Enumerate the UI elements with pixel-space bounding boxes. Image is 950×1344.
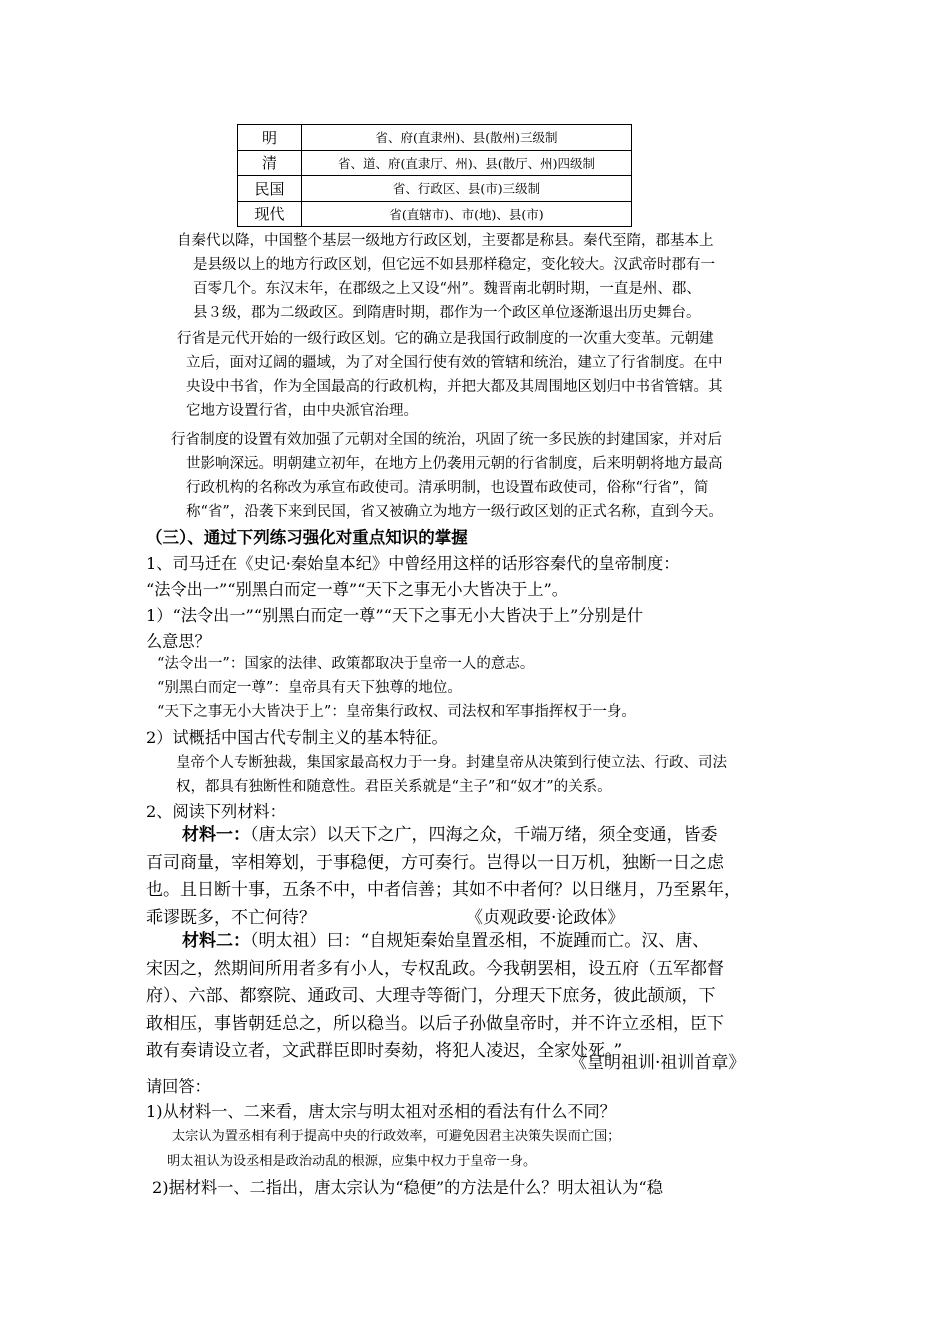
system-cell: 省(直辖市)、市(地)、县(市)	[302, 201, 632, 227]
table-row	[238, 201, 632, 227]
paragraph-county	[177, 229, 715, 325]
text-line: 太宗认为置丞相有利于提高中央的行政效率，可避免因君主决策失误而亡国；	[172, 1129, 621, 1144]
material-one-label: 材料一：	[182, 825, 250, 845]
text-line: 明太祖认为设丞相是政治动乱的根源，应集中权力于皇帝一身。	[167, 1154, 537, 1169]
question-1-answer-2	[176, 751, 727, 799]
question-2-sub-2: 2)据材料一、二指出，唐太宗认为“稳便”的方法是什么？明太祖认为“稳	[152, 1178, 663, 1197]
era-cell: 明	[238, 125, 302, 151]
material-two-source: 《皇明祖训·祖训首章》	[570, 1053, 746, 1073]
question-1-sub-1	[146, 603, 643, 655]
text-line: “法令出一”：国家的法律、政策都取决于皇帝一人的意志。	[157, 656, 535, 672]
text-line: 乖谬既多，不亡何待？	[146, 907, 316, 928]
era-cell: 民国	[238, 176, 302, 202]
text-line: 敢有奏请设立者，文武群臣即时奏劾，将犯人凌迟，全家处死。”	[146, 1041, 623, 1061]
admin-levels-table	[237, 124, 632, 227]
text-line: 立后，面对辽阔的疆域，为了对全国行使有效的管辖和统治，建立了行省制度。在中	[186, 355, 723, 371]
section-heading: （三）、通过下列练习强化对重点知识的掌握	[146, 528, 468, 547]
text-line: 么意思？	[146, 632, 211, 651]
era-cell: 清	[238, 150, 302, 176]
paragraph-influence	[171, 428, 723, 524]
paragraph-province	[177, 327, 723, 423]
text-line: 百司商量，宰相筹划，于事稳便，方可奏行。岂得以一日万机，独断一日之虑	[146, 852, 724, 873]
text-line: 世影响深远。明朝建立初年，在地方上仍袭用元朝的行省制度，后来明朝将地方最高	[186, 456, 723, 472]
question-1-sub-2: 2）试概括中国古代专制主义的基本特征。	[146, 728, 448, 747]
text-line: 1）“法令出一”“别黑白而定一尊”“天下之事无小大皆决于上”分别是什	[146, 606, 644, 625]
text-line: 行政机构的名称改为承宣布政使司。清承明制，也设置布政使司，俗称“行省”，简	[186, 480, 709, 496]
era-cell: 现代	[238, 201, 302, 227]
text-line: 是县级以上的地方行政区划，但它远不如县那样稳定，变化较大。汉武帝时郡有一	[193, 257, 715, 273]
text-line: 也。且日断十事，五条不中，中者信善；其如不中者何？以日继月，乃至累年，	[146, 880, 741, 900]
text-line: “别黑白而定一尊”：皇帝具有天下独尊的地位。	[157, 680, 462, 696]
text-line: 权，都具有独断性和随意性。君臣关系就是“主子”和“奴才”的关系。	[176, 779, 612, 795]
text-line: 皇帝个人专断独裁，集国家最高权力于一身。封建皇帝从决策到行使立法、行政、司法	[176, 755, 727, 771]
question-1-answer-1	[157, 652, 636, 724]
text-line: （唐太宗）以天下之广，四海之众，千端万绪，须全变通，皆委	[250, 825, 718, 845]
text-line: 敢相压，事皆朝廷总之，所以稳当。以后子孙做皇帝时，并不许立丞相，臣下	[146, 1013, 724, 1034]
text-line: 自秦代以降，中国整个基层一级地方行政区划，主要都是称县。秦代至隋，郡基本上	[177, 233, 714, 249]
text-line: 行省制度的设置有效加强了元朝对全国的统治，巩固了统一多民族的封建国家，并对后	[171, 432, 722, 448]
material-one	[146, 822, 741, 932]
material-two	[146, 928, 724, 1066]
question-2-sub-1: 1)从材料一、二来看，唐太宗与明太祖对丞相的看法有什么不同？	[146, 1102, 616, 1121]
system-cell: 省、府(直隶州)、县(散州)三级制	[302, 125, 632, 151]
material-one-source: 《贞观政要·论政体》	[466, 907, 625, 928]
text-line: 它地方设置行省，由中央派官治理。	[186, 403, 418, 419]
text-line: 称“省”，沿袭下来到民国，省又被确立为地方一级行政区划的正式名称，直到今天。	[186, 504, 723, 520]
text-line: “天下之事无小大皆决于上”：皇帝集行政权、司法权和军事指挥权于一身。	[157, 704, 636, 720]
text-line: 央设中书省，作为全国最高的行政机构，并把大都及其周围地区划归中书省管辖。其	[186, 379, 723, 395]
table-row	[238, 176, 632, 202]
table-row	[238, 125, 632, 151]
answer-prompt: 请回答：	[146, 1077, 211, 1096]
text-line: 宋因之，然期间所用者多有小人，专权乱政。今我朝罢相，设五府（五军都督	[146, 958, 724, 979]
text-line: 县３级，郡为二级政区。到隋唐时期，郡作为一个政区单位逐渐退出历史舞台。	[193, 305, 701, 321]
table-row	[238, 150, 632, 176]
question-2-answer-1	[167, 1124, 621, 1174]
text-line: “法令出一”“别黑白而定一尊”“天下之事无小大皆决于上”。	[146, 580, 568, 599]
text-line: （明太祖）曰：“自规矩秦始皇置丞相，不旋踵而亡。汉、唐、	[250, 931, 710, 951]
question-2-intro: 2、阅读下列材料：	[146, 802, 286, 821]
text-line: 百零几个。东汉末年，在郡级之上又设“州”。魏晋南北朝时期，一直是州、郡、	[193, 281, 701, 297]
material-two-label: 材料二：	[182, 931, 250, 951]
text-line: 府）、六部、都察院、通政司、大理寺等衙门，分理天下庶务，彼此颉颃，下	[146, 986, 716, 1006]
question-1-intro	[146, 551, 679, 603]
text-line: 行省是元代开始的一级行政区划。它的确立是我国行政制度的一次重大变革。元朝建	[177, 331, 714, 347]
system-cell: 省、道、府(直隶厅、州)、县(散厅、州)四级制	[302, 150, 632, 176]
system-cell: 省、行政区、县(市)三级制	[302, 176, 632, 202]
text-line: 1、司马迁在《史记·秦始皇本纪》中曾经用这样的话形容秦代的皇帝制度：	[146, 554, 680, 573]
